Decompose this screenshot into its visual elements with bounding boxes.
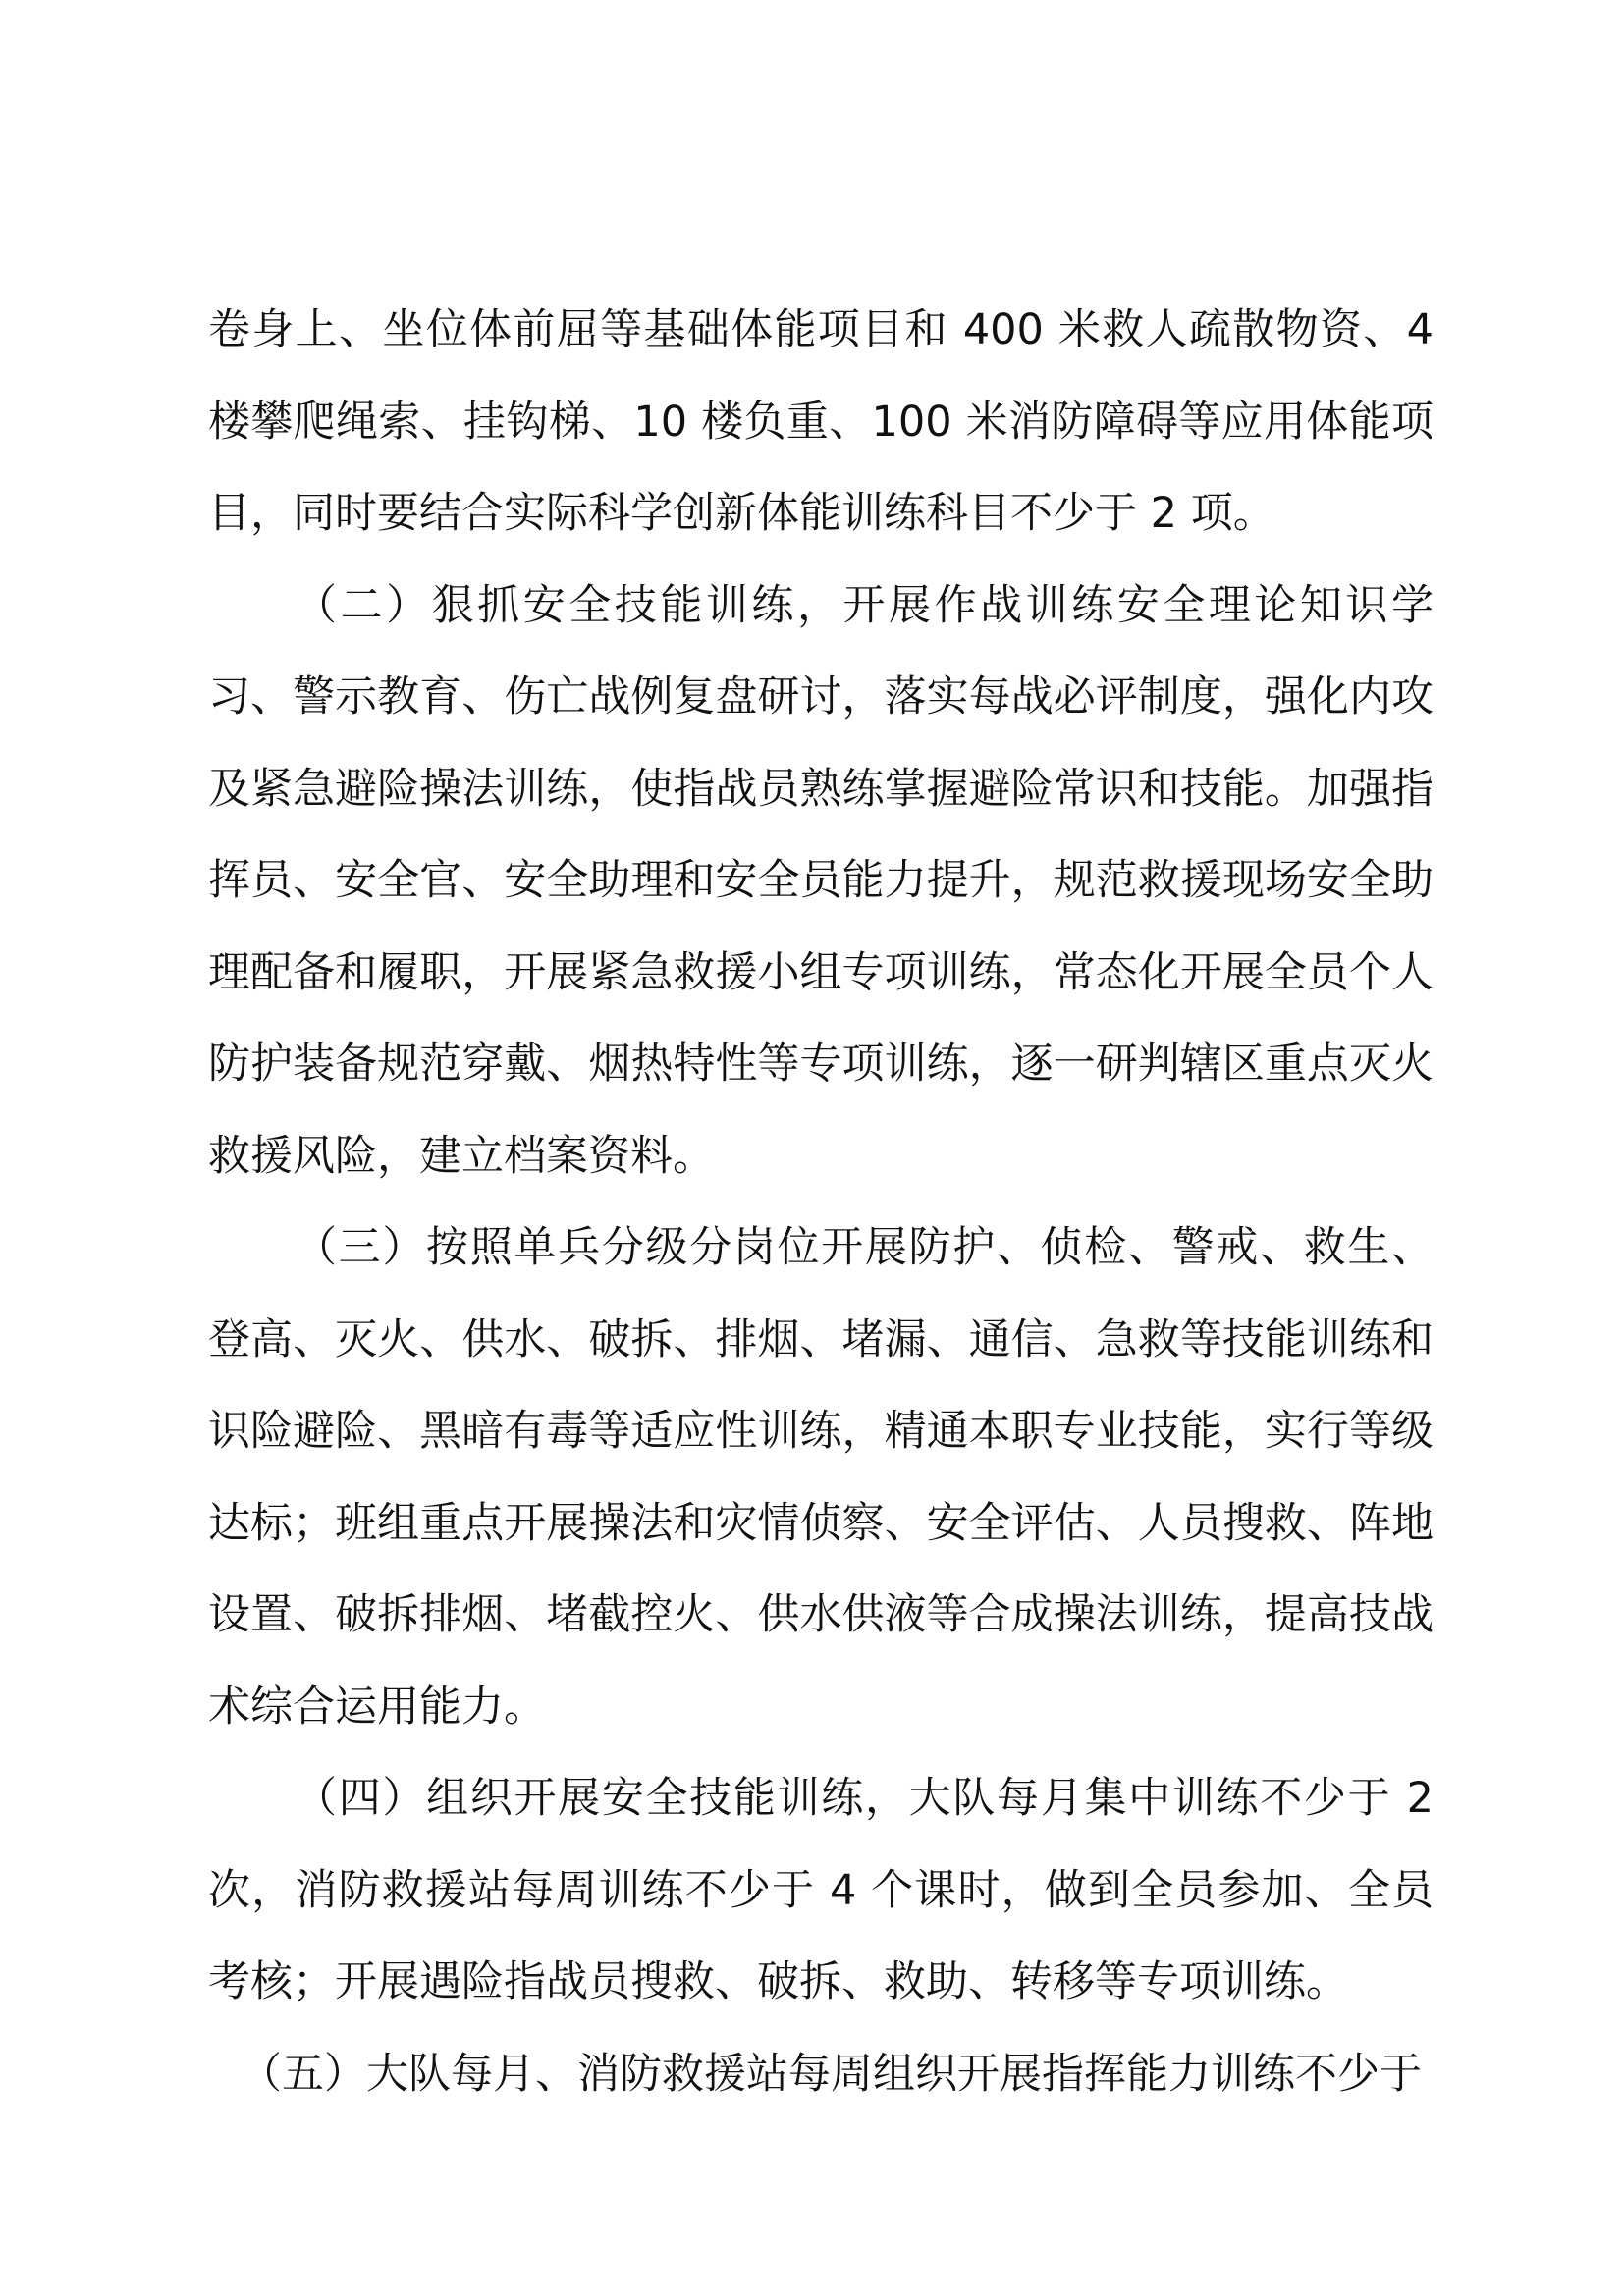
paragraph-continuation: 卷身上、坐位体前屈等基础体能项目和 400 米救人疏散物资、4 楼攀爬绳索、挂钩梯、10 楼负重、100 米消防障碍等应用体能项目，同时要结合实际科学创新体能训练科目不少于 2 项。: [208, 305, 1434, 538]
paragraph-item-4: （四）组织开展安全技能训练，大队每月集中训练不少于 2 次，消防救援站每周训练不少于 4 个课时，做到全员参加、全员考核；开展遇险指战员搜救、破拆、救助、转移等专项训练。: [208, 1774, 1434, 2006]
document-body: [208, 285, 1434, 2120]
paragraph-item-5: （五）大队每月、消防救援站每周组织开展指挥能力训练不少于: [240, 2049, 1422, 2099]
paragraph-item-2: （二）狠抓安全技能训练，开展作战训练安全理论知识学习、警示教育、伤亡战例复盘研讨，落实每战必评制度，强化内攻及紧急避险操法训练，使指战员熟练掌握避险常识和技能。加强指挥员、安全官、安全助理和安全员能力提升，规范救援现场安全助理配备和履职，开展紧急救援小组专项训练，常态化开展全员个人防护装备规范穿戴、烟热特性等专项训练，逐一研判辖区重点灭火救援风险，建立档案资料。: [208, 580, 1434, 1181]
paragraph-item-3: （三）按照单兵分级分岗位开展防护、侦检、警戒、救生、登高、灭火、供水、破拆、排烟、堵漏、通信、急救等技能训练和识险避险、黑暗有毒等适应性训练，精通本职专业技能，实行等级达标；班组重点开展操法和灾情侦察、安全评估、人员搜救、阵地设置、破拆排烟、堵截控火、供水供液等合成操法训练，提高技战术综合运用能力。: [208, 1223, 1434, 1732]
